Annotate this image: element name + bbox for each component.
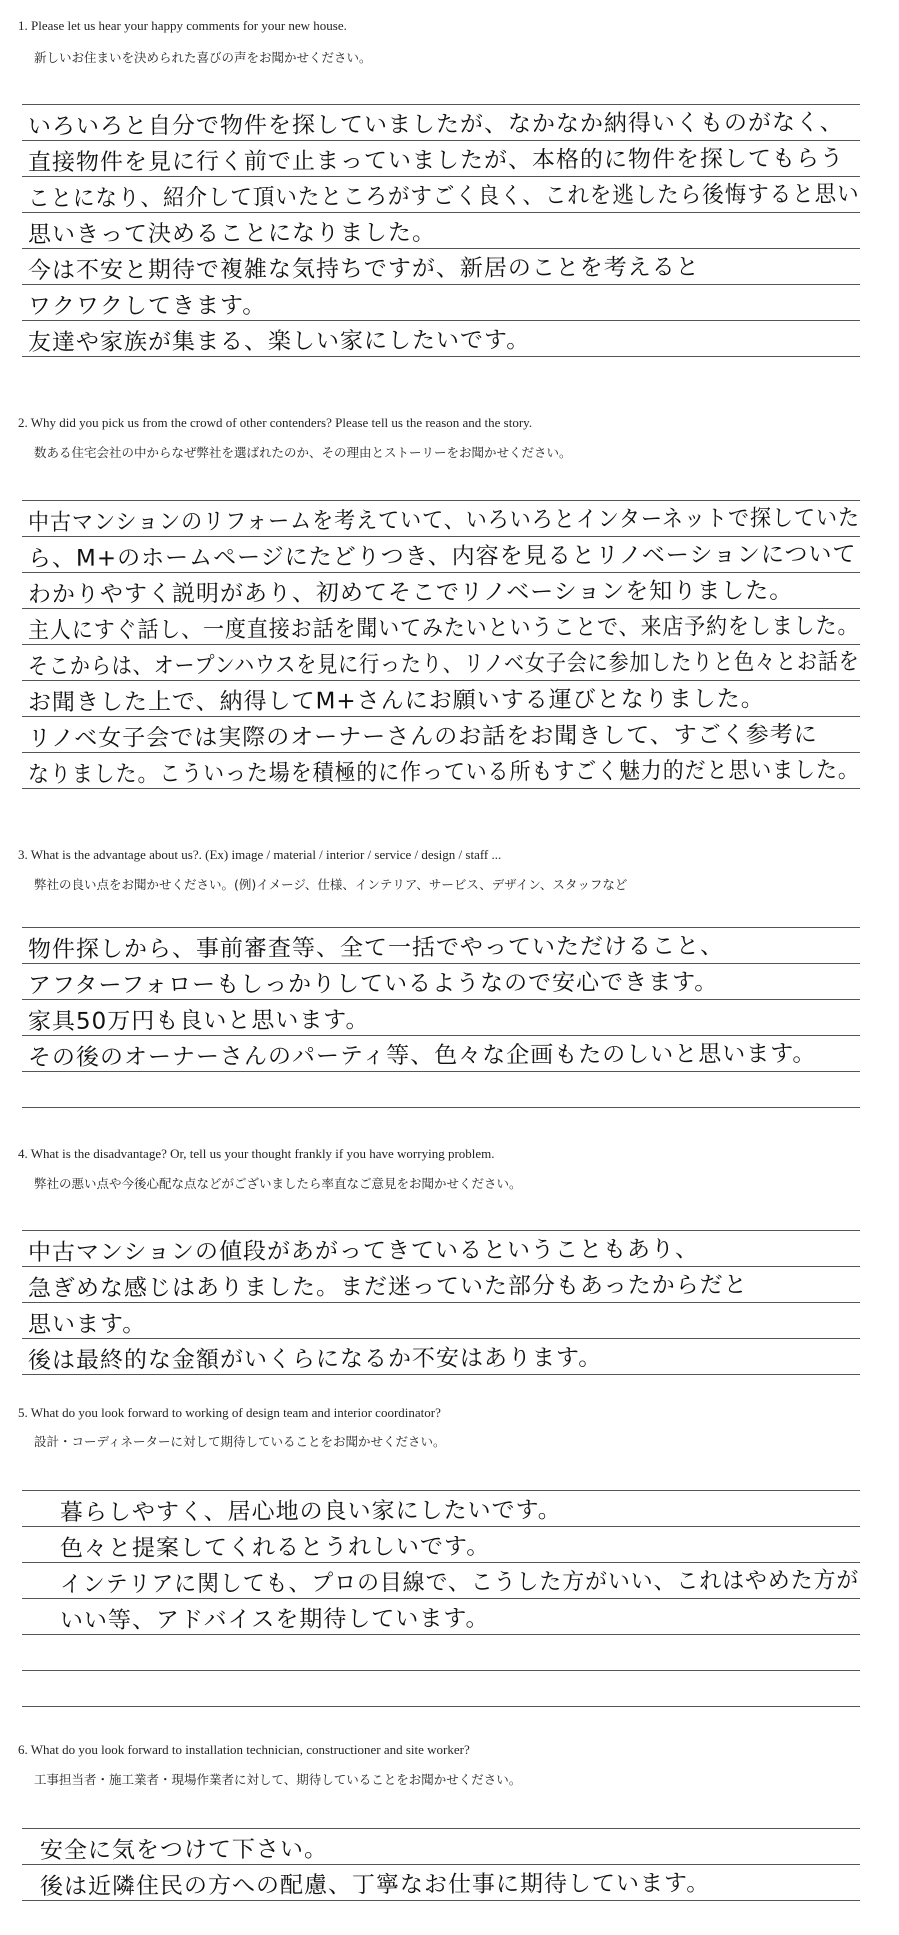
question-5-ja: 設計・コーディネーターに対して期待していることをお聞かせください。 xyxy=(34,1434,446,1449)
answer-line: 安全に気をつけて下さい。 xyxy=(39,1836,329,1864)
answer-line: 急ぎめな感じはありました。まだ迷っていた部分もあったからだと xyxy=(27,1272,748,1302)
question-2-en: 2. Why did you pick us from the crowd of other contenders? Please tell us the reason and the story. xyxy=(18,415,533,430)
answer-line: リノベ女子会では実際のオーナーさんのお話をお聞きして、すごく参考に xyxy=(27,721,818,752)
answer-line: 後は近隣住民の方への配慮、丁寧なお仕事に期待しています。 xyxy=(39,1870,711,1900)
answer-line: インテリアに関しても、プロの目線で、こうした方がいい、これはやめた方が xyxy=(59,1567,860,1598)
answer-line: ことになり、紹介して頂いたところがすごく良く、これを逃したら後悔すると思い xyxy=(27,181,860,212)
answer-line: 家具50万円も良いと思います。 xyxy=(27,1007,370,1035)
question-4-ja: 弊社の悪い点や今後心配な点などがございましたら率直なご意見をお聞かせください。 xyxy=(34,1176,522,1191)
answer-rule xyxy=(22,1828,860,1829)
answer-line: わかりやすく説明があり、初めてそこでリノベーションを知りました。 xyxy=(27,577,794,608)
answer-line: ワクワクしてきます。 xyxy=(27,292,267,320)
answer-line: 今は不安と期待で複雑な気持ちですが、新居のことを考えると xyxy=(27,254,700,284)
question-5-en: 5. What do you look forward to working of design team and interior coordinator? xyxy=(18,1405,441,1420)
answer-line: 思います。 xyxy=(27,1311,147,1338)
question-3-ja: 弊社の良い点をお聞かせください。(例)イメージ、仕様、インテリア、サービス、デザイン、スタッフなど xyxy=(34,877,628,892)
answer-line: いろいろと自分で物件を探していましたが、なかなか納得いくものがなく、 xyxy=(27,109,844,140)
answer-line: お聞きした上で、納得してM+さんにお願いする運びとなりました。 xyxy=(27,686,765,716)
answer-line: 後は最終的な金額がいくらになるか不安はあります。 xyxy=(27,1344,603,1374)
answer-line: 直接物件を見に行く前で止まっていましたが、本格的に物件を探してもらう xyxy=(27,145,845,176)
answer-line: ら、M+のホームページにたどりつき、内容を見るとリノベーションについて xyxy=(27,541,857,572)
answer-line: 物件探しから、事前審査等、全て一括でやっていただけること、 xyxy=(27,933,725,963)
question-6-en: 6. What do you look forward to installation technician, constructioner and site worker? xyxy=(18,1742,470,1757)
answer-rule xyxy=(22,1706,860,1707)
question-2-ja: 数ある住宅会社の中からなぜ弊社を選ばれたのか、その理由とストーリーをお聞かせください。 xyxy=(34,445,572,460)
question-1-en: 1. Please let us hear your happy comments for your new house. xyxy=(18,18,347,33)
answer-line: 主人にすぐ話し、一度直接お話を聞いてみたいということで、来店予約をしました。 xyxy=(27,613,860,644)
answer-line: そこからは、オープンハウスを見に行ったり、リノベ女子会に参加したりと色々とお話を xyxy=(27,649,860,680)
answer-line: 暮らしやすく、居心地の良い家にしたいです。 xyxy=(59,1497,562,1526)
answer-line: 色々と提案してくれるとうれしいです。 xyxy=(59,1533,491,1562)
answer-line: いい等、アドバイスを期待しています。 xyxy=(59,1605,490,1634)
answer-rule xyxy=(22,1107,860,1108)
answer-line: 中古マンションのリフォームを考えていて、いろいろとインターネットで探していた xyxy=(27,505,861,536)
answer-rule xyxy=(22,1670,860,1671)
answer-rule xyxy=(22,1490,860,1491)
answer-line: 友達や家族が集まる、楽しい家にしたいです。 xyxy=(27,327,531,356)
question-3-en: 3. What is the advantage about us?. (Ex) image / material / interior / service / design / staff ... xyxy=(18,847,502,862)
question-1-ja: 新しいお住まいを決められた喜びの声をお聞かせください。 xyxy=(34,50,372,65)
answer-line: 思いきって決めることになりました。 xyxy=(27,219,437,248)
question-6-ja: 工事担当者・施工業者・現場作業者に対して、期待していることをお聞かせください。 xyxy=(34,1772,522,1787)
answer-line: 中古マンションの値段があがってきているということもあり、 xyxy=(27,1236,700,1266)
answer-line: アフターフォローもしっかりしているようなので安心できます。 xyxy=(27,969,719,999)
question-4-en: 4. What is the disadvantage? Or, tell us your thought frankly if you have worrying problem. xyxy=(18,1146,495,1161)
answer-line: なりました。こういった場を積極的に作っている所もすごく魅力的だと思いました。 xyxy=(27,757,860,788)
answer-line: その後のオーナーさんのパーティ等、色々な企画もたのしいと思います。 xyxy=(27,1040,817,1071)
